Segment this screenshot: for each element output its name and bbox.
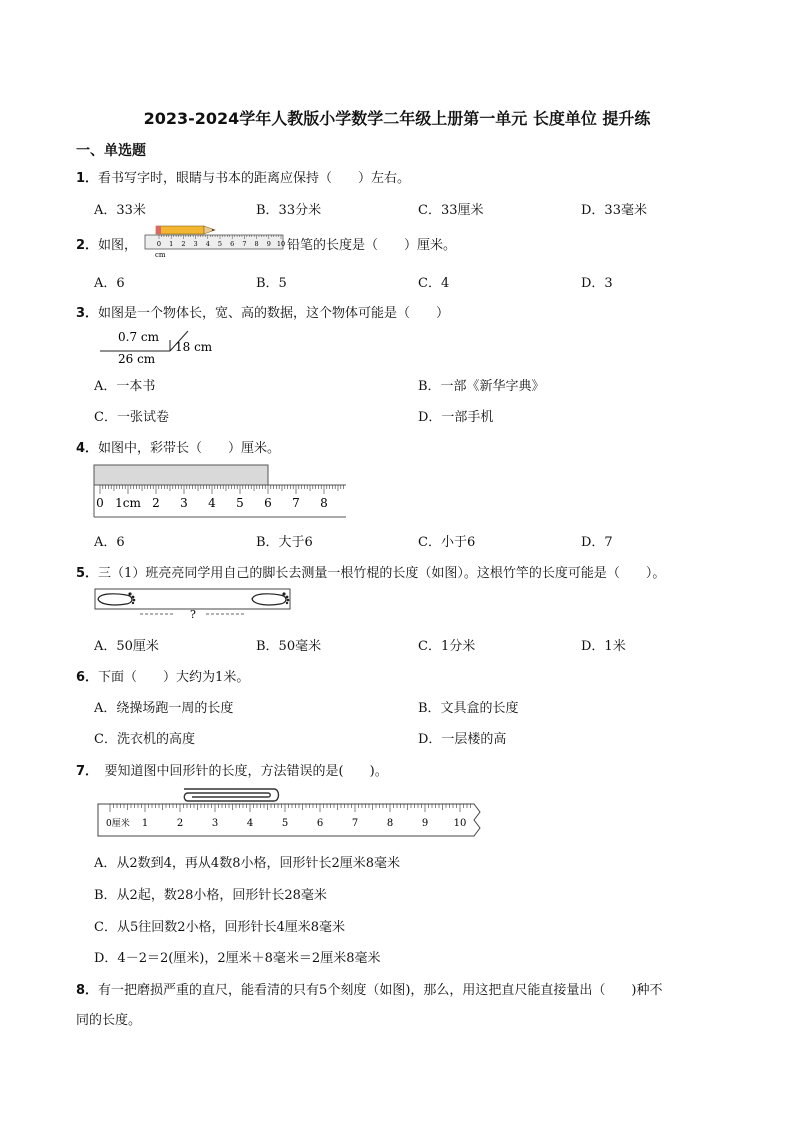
ruler-tick-label: 8 (254, 240, 259, 248)
option-c: C．4 (418, 276, 450, 291)
option-d: D．1米 (581, 639, 626, 654)
option-a: A．一本书 (94, 379, 156, 394)
question-1 (76, 167, 410, 186)
ribbon (94, 465, 268, 485)
option-b: B．大于6 (256, 535, 313, 550)
ruler-tick-label: 2 (181, 240, 186, 248)
question-number: 7． (76, 764, 92, 779)
ruler-tick-label: 7 (292, 496, 300, 510)
question-text: 要知道图中回形针的长度，方法错误的是( )。 (91, 764, 388, 779)
question-text-cont: 同的长度。 (76, 1013, 142, 1028)
question-text: 有一把磨损严重的直尺，能看清的只有5个刻度（如图)，那么，用这把直尺能直接量出（ )种不 (98, 983, 663, 998)
ruler-tick-label: 3 (193, 240, 198, 248)
option-b: B．从2起，数28小格，回形针长28毫米 (94, 888, 327, 903)
question-3 (76, 302, 449, 321)
ruler-tick-label: 4 (246, 818, 254, 829)
ruler-unit-label: cm (155, 251, 166, 259)
ruler-tick-label: 5 (281, 818, 289, 829)
option-a: A．50厘米 (94, 639, 159, 654)
option-a: A．6 (94, 535, 125, 550)
question-number: 5． (76, 566, 99, 581)
question-4 (76, 437, 280, 456)
footprint-icon (252, 592, 289, 605)
dimensions-figure (98, 326, 228, 366)
ruler-tick-label: 1cm (115, 496, 141, 510)
ruler-tick-label: 2 (152, 496, 160, 510)
option-a: A．从2数到4，再从4数8小格，回形针长2厘米8毫米 (94, 856, 401, 871)
option-a: A．33米 (94, 203, 146, 218)
ruler-tick-label: 0 (96, 496, 104, 510)
ruler-tick-label: 9 (421, 818, 429, 829)
ruler-tick-label: 4 (208, 496, 216, 510)
option-d: D．7 (581, 535, 613, 550)
unknown-mark: ? (190, 608, 196, 621)
ruler-tick-label: 3 (211, 818, 219, 829)
question-7 (76, 760, 388, 779)
question-number: 4． (76, 441, 99, 456)
question-number: 8． (76, 983, 99, 998)
dimension-label: 26 cm (118, 352, 156, 366)
pencil-ruler-figure (143, 224, 285, 262)
ruler-tick-label: 6 (264, 496, 272, 510)
option-c: C．洗衣机的高度 (94, 732, 195, 747)
ruler-tick-label: 0厘米 (106, 819, 130, 829)
dimension-label: 0.7 cm (118, 330, 159, 344)
ruler-tick-label: 5 (236, 496, 244, 510)
question-8 (76, 979, 662, 998)
ruler-tick-label: 6 (230, 240, 235, 248)
option-b: B．一部《新华字典》 (418, 379, 545, 394)
footprint-figure (94, 588, 292, 622)
section-heading: 一、单选题 (76, 143, 146, 159)
question-2 (76, 234, 137, 253)
option-b: B．33分米 (256, 203, 322, 218)
question-number: 3． (76, 306, 99, 321)
option-c: C．一张试卷 (94, 410, 169, 425)
ruler-tick-label: 3 (180, 496, 188, 510)
ribbon-ruler-figure (92, 463, 350, 519)
question-text: 三（1）班亮亮同学用自己的脚长去测量一根竹棍的长度（如图）。这根竹竿的长度可能是（ ）。 (98, 566, 666, 581)
question-5 (76, 562, 665, 581)
question-text-cont: 铅笔的长度是（ ）厘米。 (287, 238, 457, 253)
option-d: D．3 (581, 276, 613, 291)
question-text: 如图是一个物体长，宽、高的数据，这个物体可能是（ ） (98, 306, 450, 321)
question-text: 下面（ ）大约为1米。 (98, 670, 250, 685)
question-number: 2． (76, 238, 99, 253)
option-b: B．5 (256, 276, 287, 291)
option-a: A．6 (94, 276, 125, 291)
ruler-tick-label: 4 (205, 240, 210, 248)
ruler-tick-label: 6 (316, 818, 324, 829)
option-d: D．33毫米 (581, 203, 647, 218)
dimension-label: 18 cm (175, 340, 213, 354)
ruler-tick-label: 2 (176, 818, 184, 829)
ruler-tick-label: 7 (351, 818, 359, 829)
option-a: A．绕操场跑一周的长度 (94, 701, 234, 716)
question-6 (76, 666, 249, 685)
ruler-tick-label: 1 (169, 240, 174, 248)
question-number: 1． (76, 171, 99, 186)
option-d: D．一部手机 (418, 410, 494, 425)
paperclip-icon (184, 789, 279, 801)
ruler-tick-label: 8 (386, 818, 394, 829)
footprint-icon (98, 592, 135, 605)
paperclip-ruler-figure (96, 786, 484, 840)
ruler-tick-label: 5 (217, 240, 223, 248)
ruler-tick-label: 1 (141, 818, 149, 829)
option-d: D．4－2＝2(厘米)，2厘米＋8毫米＝2厘米8毫米 (94, 951, 381, 966)
ruler (145, 235, 283, 249)
option-c: C．小于6 (418, 535, 476, 550)
option-c: C．从5往回数2小格，回形针长4厘米8毫米 (94, 920, 346, 935)
ruler-tick-label: 10 (276, 240, 285, 248)
option-b: B．文具盒的长度 (418, 701, 519, 716)
option-b: B．50毫米 (256, 639, 322, 654)
pencil-eraser (156, 226, 161, 234)
question-text: 看书写字时，眼睛与书本的距离应保持（ ）左右。 (98, 171, 411, 186)
ruler-tick-label: 10 (453, 818, 467, 829)
page-title: 2023-2024学年人教版小学数学二年级上册第一单元 长度单位 提升练 (143, 109, 651, 128)
question-text: 如图， (98, 238, 138, 253)
option-c: C．1分米 (418, 639, 476, 654)
question-number: 6． (76, 670, 99, 685)
pencil-body (156, 226, 204, 234)
option-d: D．一层楼的高 (418, 732, 507, 747)
option-c: C．33厘米 (418, 203, 484, 218)
ruler-tick-label: 9 (266, 240, 271, 248)
ruler-tick-label: 8 (320, 496, 328, 510)
ruler-tick-label: 0 (156, 240, 162, 248)
question-text: 如图中，彩带长（ ）厘米。 (98, 441, 281, 456)
ruler-tick-label: 7 (242, 240, 247, 248)
